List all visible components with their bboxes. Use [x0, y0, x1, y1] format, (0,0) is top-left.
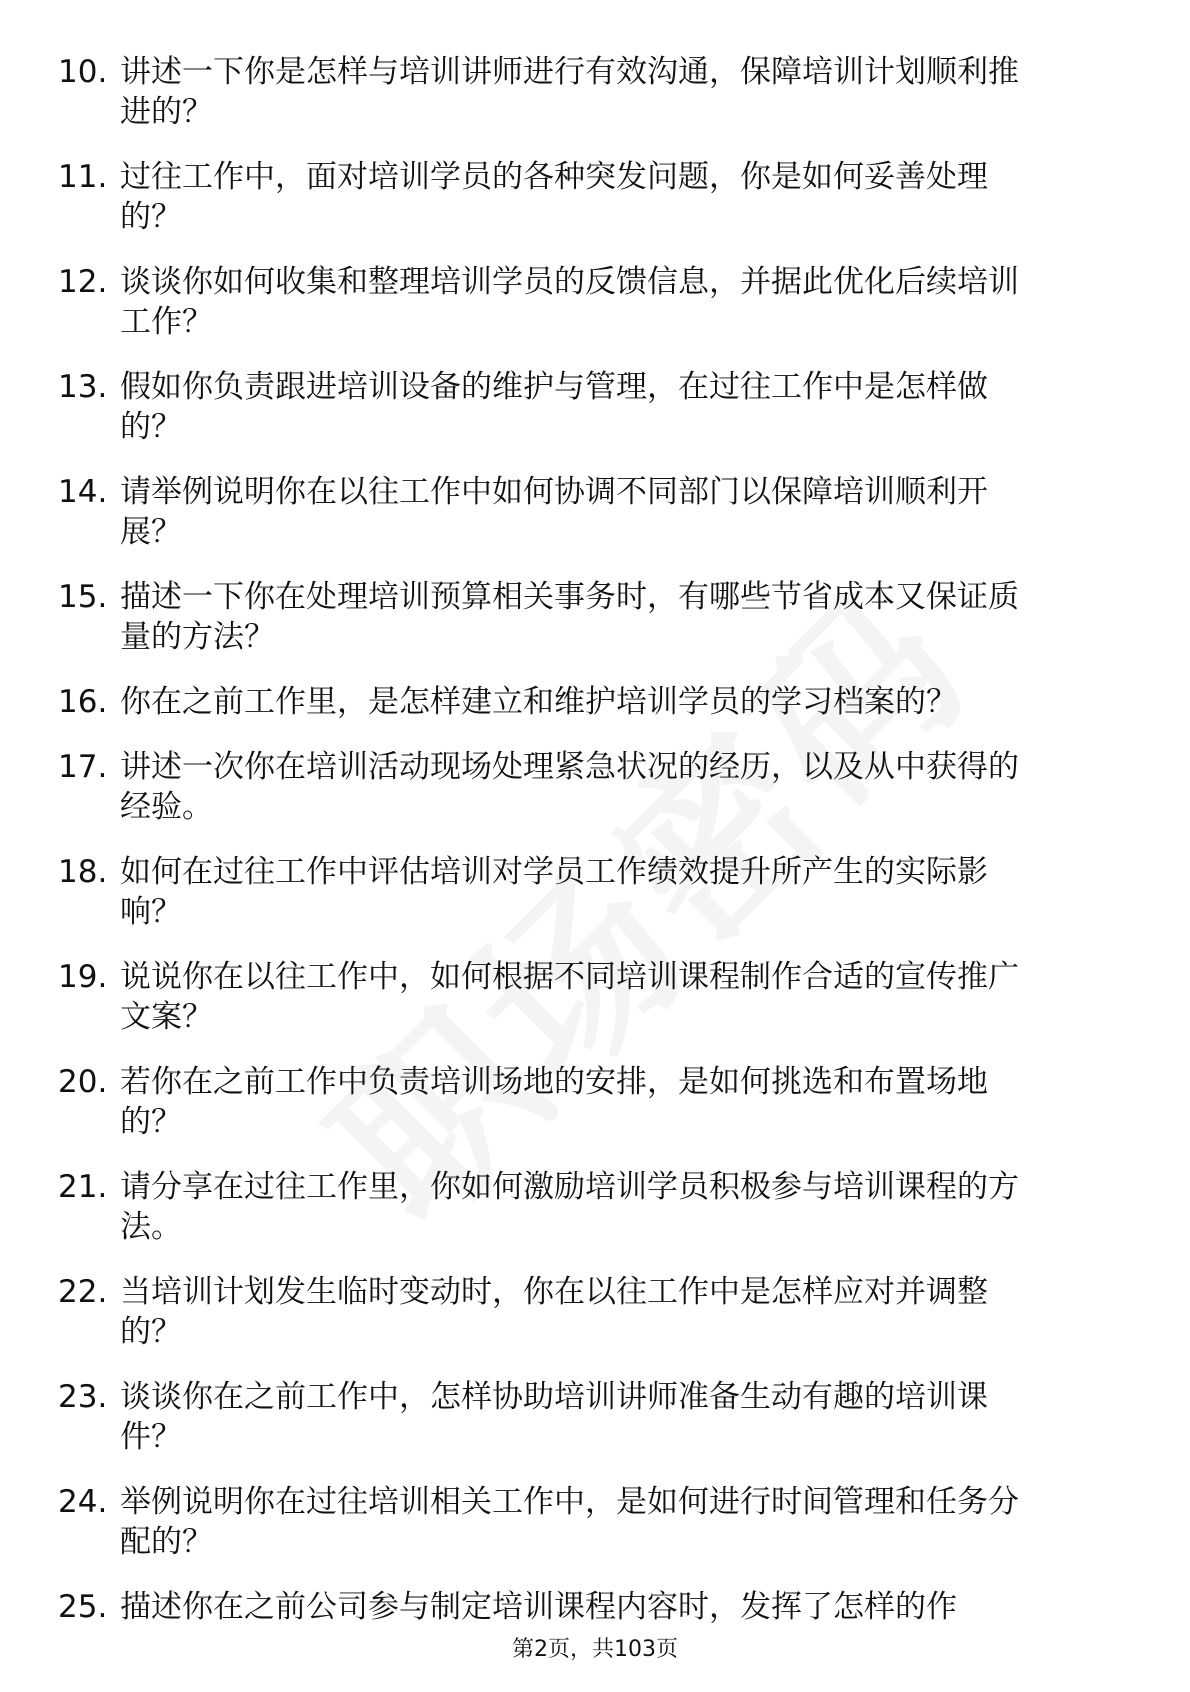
question-list	[0, 52, 1190, 1692]
question-number: 16.	[58, 684, 108, 720]
question-item	[0, 367, 1190, 472]
question-item	[0, 262, 1190, 367]
question-number: 11.	[58, 159, 108, 195]
question-item	[0, 747, 1190, 852]
question-text: 你在之前工作里，是怎样建立和维护培训学员的学习档案的？	[120, 684, 957, 720]
question-text: 谈谈你如何收集和整理培训学员的反馈信息，并据此优化后续培训工作？	[120, 264, 1019, 340]
question-text: 讲述一次你在培训活动现场处理紧急状况的经历，以及从中获得的经验。	[120, 749, 1019, 825]
question-number: 22.	[58, 1274, 108, 1310]
question-item	[0, 682, 1190, 747]
question-text: 假如你负责跟进培训设备的维护与管理，在过往工作中是怎样做的？	[120, 369, 988, 445]
question-item	[0, 1062, 1190, 1167]
question-number: 15.	[58, 579, 108, 615]
page-number-label: 第2页，共103页	[512, 1637, 678, 1662]
question-item	[0, 1482, 1190, 1587]
question-text: 谈谈你在之前工作中，怎样协助培训讲师准备生动有趣的培训课件？	[120, 1379, 988, 1455]
question-item	[0, 957, 1190, 1062]
question-number: 19.	[58, 959, 108, 995]
question-text: 描述你在之前公司参与制定培训课程内容时，发挥了怎样的作	[120, 1589, 957, 1625]
question-number: 14.	[58, 474, 108, 510]
question-number: 12.	[58, 264, 108, 300]
question-text: 讲述一下你是怎样与培训讲师进行有效沟通，保障培训计划顺利推进的？	[120, 54, 1019, 130]
question-number: 24.	[58, 1484, 108, 1520]
question-number: 20.	[58, 1064, 108, 1100]
question-item	[0, 472, 1190, 577]
question-text: 如何在过往工作中评估培训对学员工作绩效提升所产生的实际影响？	[120, 854, 988, 930]
question-number: 25.	[58, 1589, 108, 1625]
question-text: 过往工作中，面对培训学员的各种突发问题，你是如何妥善处理的？	[120, 159, 988, 235]
question-text: 请举例说明你在以往工作中如何协调不同部门以保障培训顺利开展？	[120, 474, 988, 550]
question-text: 当培训计划发生临时变动时，你在以往工作中是怎样应对并调整的？	[120, 1274, 988, 1350]
question-number: 17.	[58, 749, 108, 785]
question-item	[0, 1377, 1190, 1482]
question-text: 描述一下你在处理培训预算相关事务时，有哪些节省成本又保证质量的方法？	[120, 579, 1019, 655]
question-number: 10.	[58, 54, 108, 90]
question-item	[0, 1167, 1190, 1272]
question-item	[0, 1272, 1190, 1377]
question-item	[0, 157, 1190, 262]
question-text: 请分享在过往工作里，你如何激励培训学员积极参与培训课程的方法。	[120, 1169, 1019, 1245]
page-footer	[0, 1636, 1190, 1664]
question-number: 21.	[58, 1169, 108, 1205]
question-text: 若你在之前工作中负责培训场地的安排，是如何挑选和布置场地的？	[120, 1064, 988, 1140]
question-item	[0, 577, 1190, 682]
question-text: 说说你在以往工作中，如何根据不同培训课程制作合适的宣传推广文案？	[120, 959, 1019, 1035]
question-item	[0, 52, 1190, 157]
question-number: 18.	[58, 854, 108, 890]
question-number: 23.	[58, 1379, 108, 1415]
question-number: 13.	[58, 369, 108, 405]
question-text: 举例说明你在过往培训相关工作中，是如何进行时间管理和任务分配的？	[120, 1484, 1019, 1560]
question-item	[0, 852, 1190, 957]
